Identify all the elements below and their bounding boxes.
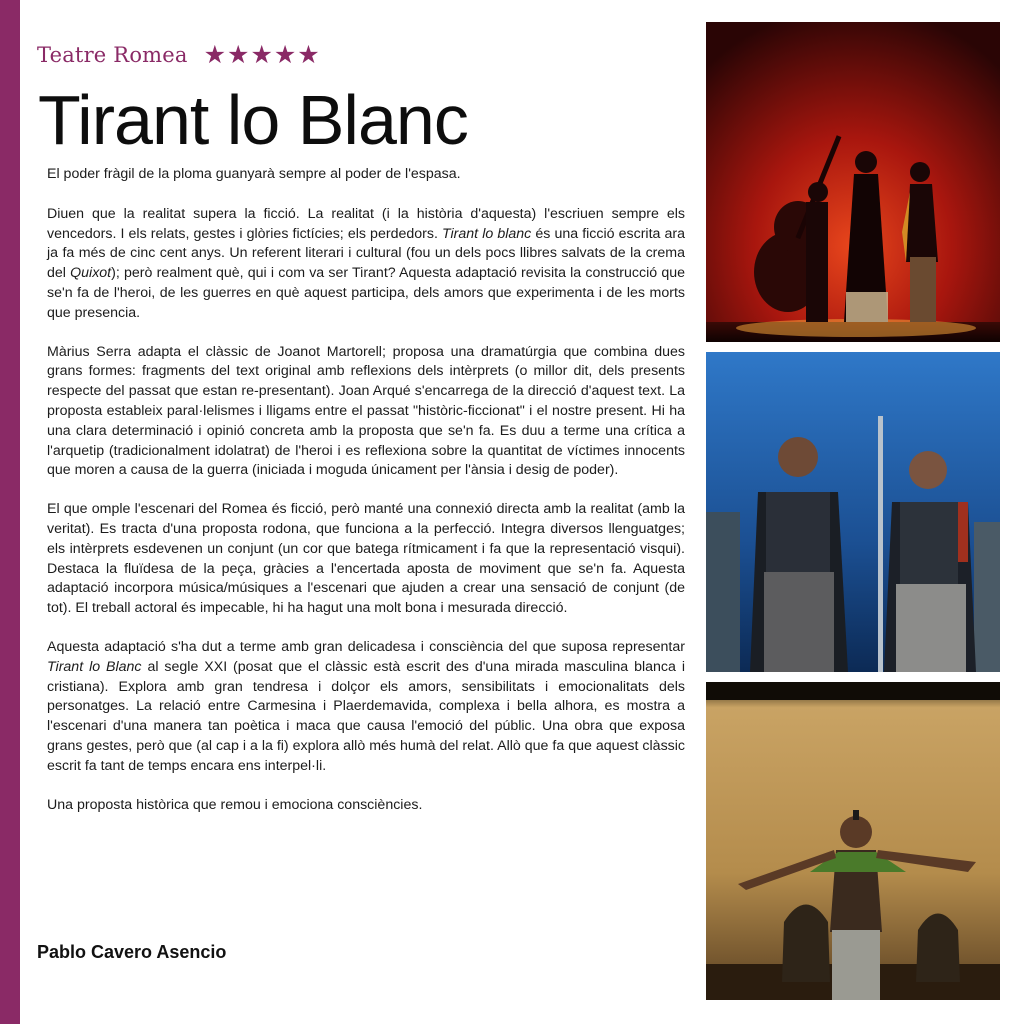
paragraph-2: Màrius Serra adapta el clàssic de Joanot Martorell; proposa una dramatúrgia que combina dues grans formes: fragments del text original amb reflexions dels intèrprets (o millor dit, dels presents respecte del passat que estan re-presentant). Joan Arqué s'encarrega de la direcció d'aquest text. La proposta estableix paral·lelismes i lligams entre el passat "històric-ficcionat" i el nostre present. Hi ha una clara determinació i opinió concreta amb la proposta que se'n fa. Es duu a terme una crítica a l'arquetip (tradicionalment idolatrat) de l'heroi i es reflexiona sobre la quantitat de víctimes innocents que moren a causa de la guerra (iniciada i moguda únicament per l'ànsia i desig de poder). <box>47 343 685 479</box>
closing-paragraph: Una proposta històrica que remou i emociona consciències. <box>47 796 423 813</box>
italic-title: Tirant lo Blanc <box>47 658 142 675</box>
lead-paragraph: El poder fràgil de la ploma guanyarà sempre al poder de l'espasa. <box>47 166 461 182</box>
author-name: Pablo Cavero Asencio <box>37 942 227 962</box>
text-run: Diuen que la realitat supera la ficció. La realitat (i la història d'aquesta) l'escriuen sempre els vencedors. I els relats, gestes i glòries fictícies; els perdedors. <box>47 205 685 242</box>
header-venue-line <box>37 40 321 69</box>
text-run: Aquesta adaptació s'ha dut a terme amb gran delicadesa i consciència del que suposa representar <box>47 638 685 655</box>
italic-title: Tirant lo blanc <box>441 225 532 242</box>
text-run: és una ficció escrita ara ja fa més de cinc cent anys. Un referent literari i cultural (fou un dels pocs llibres salvats de la crema del <box>47 225 686 282</box>
venue-name: Teatre Romea <box>37 42 188 67</box>
rating-stars: ★★★★★ <box>203 40 321 69</box>
stage-photo-red <box>706 22 1000 342</box>
accent-side-bar <box>0 0 20 1024</box>
italic-title: Quixot <box>70 265 112 282</box>
paragraph-3: El que omple l'escenari del Romea és ficció, però manté una connexió directa amb la realitat (amb la veritat). Es tracta d'una proposta rodona, que funciona a la perfecció. Integra diversos llenguatges; els intèrprets esdevenen un conjunt (un cor que batega rítmicament i fa que la representació visqui). Destaca la fluïdesa de la peça, gràcies a l'encertada aposta de moviment que se'n fa. Aquesta adaptació incorpora música/músiques a l'escenari que ajuden a crear una sensació de conjunt (de tot). El treball actoral és impecable, hi ha hagut una molt bona i mesurada direcció. <box>47 501 685 617</box>
text-run: ); però realment què, qui i com va ser Tirant? Aquesta adaptació revisita la construcció que se'n fa de l'heroi, de les guerres en què aquest participa, dels amors que experimenta i de les morts que presencia. <box>47 265 685 321</box>
stage-photo-blue <box>706 352 1000 672</box>
page-title: Tirant lo Blanc <box>38 81 468 159</box>
paragraph-1 <box>47 205 685 324</box>
review-article <box>47 165 685 834</box>
stage-photo-gold <box>706 682 1000 1000</box>
paragraph-4 <box>47 638 685 777</box>
text-run: al segle XXI (posat que el clàssic està escrit des d'una mirada masculina blanca i cristiana). Explora amb gran tendresa i dolçor els amors, sensibilitats i emocionalitats dels personatges. La relació entre Carmesina i Plaerdemavida, complexa i bella alhora, es mostra a l'escenari d'una manera tan poètica i maca que causa l'emoció del públic. Una obra que exposa grans gestes, però que (al cap i a la fi) explora allò més humà del relat. Allò que fa que aquest clàssic escrit fa tant de temps encara ens interpel·li. <box>47 658 685 774</box>
